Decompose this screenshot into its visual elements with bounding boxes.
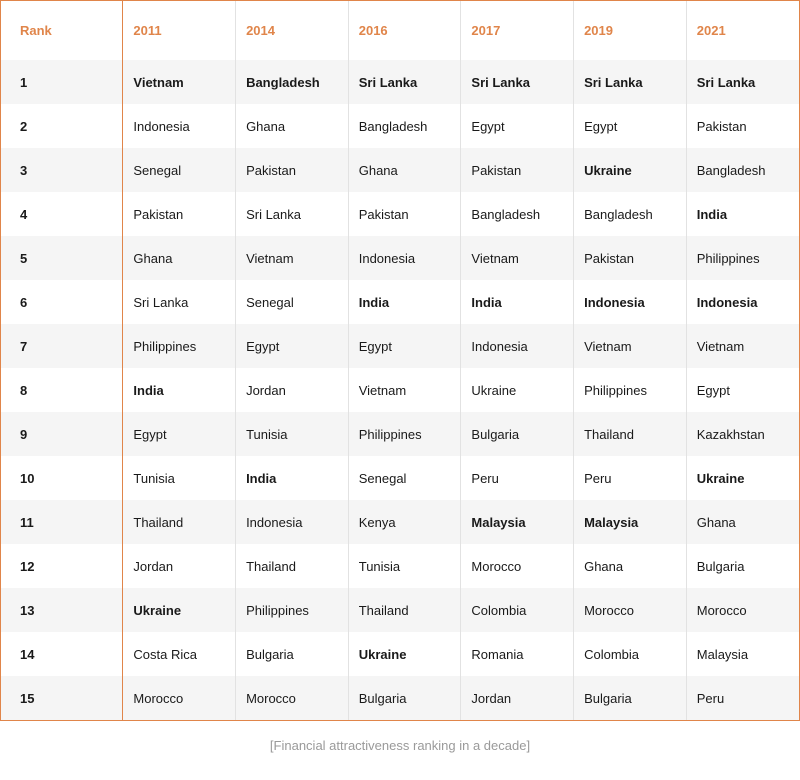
country-cell: Sri Lanka (696, 74, 756, 90)
table-row (1, 632, 799, 676)
country-cell: Thailand (348, 588, 461, 632)
rank-cell: 4 (1, 192, 123, 236)
table-body (1, 60, 799, 720)
header-rank: Rank (1, 1, 123, 60)
ranking-table (1, 1, 799, 720)
country-cell: Morocco (123, 676, 236, 720)
rank-cell: 5 (1, 236, 123, 280)
country-cell: Sri Lanka (236, 192, 349, 236)
country-cell: Pakistan (574, 236, 687, 280)
country-cell: Jordan (123, 544, 236, 588)
country-cell: Vietnam (236, 236, 349, 280)
table-row (1, 676, 799, 720)
rank-cell: 11 (1, 500, 123, 544)
country-cell: Indonesia (696, 294, 758, 310)
country-cell: Philippines (574, 368, 687, 412)
header-year: 2014 (236, 1, 349, 60)
country-cell: Morocco (696, 602, 747, 618)
header-year: 2021 (696, 23, 726, 38)
table-row (1, 192, 799, 236)
country-cell: Bangladesh (348, 104, 461, 148)
country-cell: Peru (461, 456, 574, 500)
table-header-row (1, 1, 799, 60)
country-cell: Jordan (461, 676, 574, 720)
country-cell: Thailand (574, 412, 687, 456)
country-cell: Pakistan (348, 192, 461, 236)
country-cell: Indonesia (574, 280, 687, 324)
country-cell: Indonesia (461, 324, 574, 368)
country-cell: Bangladesh (696, 162, 766, 178)
rank-cell: 10 (1, 456, 123, 500)
country-cell: India (236, 456, 349, 500)
country-cell: Egypt (574, 104, 687, 148)
table-row (1, 148, 799, 192)
table-row (1, 544, 799, 588)
header-year: 2019 (574, 1, 687, 60)
country-cell: Malaysia (461, 500, 574, 544)
country-cell: Costa Rica (123, 632, 236, 676)
country-cell: Philippines (123, 324, 236, 368)
rank-cell: 6 (1, 280, 123, 324)
country-cell: Jordan (236, 368, 349, 412)
country-cell: Indonesia (236, 500, 349, 544)
country-cell: India (696, 206, 728, 222)
country-cell: Tunisia (123, 456, 236, 500)
table-row (1, 588, 799, 632)
country-cell: Morocco (574, 588, 687, 632)
rank-cell: 12 (1, 544, 123, 588)
country-cell: Morocco (236, 676, 349, 720)
rank-cell: 2 (1, 104, 123, 148)
table-row (1, 368, 799, 412)
rank-cell: 1 (1, 60, 123, 104)
country-cell: Philippines (696, 250, 760, 266)
country-cell: Colombia (574, 632, 687, 676)
country-cell: Bulgaria (696, 558, 745, 574)
rank-cell: 9 (1, 412, 123, 456)
country-cell: Egypt (461, 104, 574, 148)
table-row (1, 280, 799, 324)
country-cell: India (461, 280, 574, 324)
country-cell: Indonesia (348, 236, 461, 280)
country-cell: Thailand (123, 500, 236, 544)
country-cell: Ghana (123, 236, 236, 280)
country-cell: Thailand (236, 544, 349, 588)
country-cell: Ghana (574, 544, 687, 588)
country-cell: Ukraine (574, 148, 687, 192)
country-cell: Bangladesh (236, 60, 349, 104)
country-cell: Ukraine (696, 470, 745, 486)
country-cell: Pakistan (236, 148, 349, 192)
rank-cell: 8 (1, 368, 123, 412)
country-cell: Bulgaria (461, 412, 574, 456)
country-cell: Senegal (123, 148, 236, 192)
country-cell: Egypt (236, 324, 349, 368)
table-row (1, 412, 799, 456)
country-cell: Colombia (461, 588, 574, 632)
country-cell: Romania (461, 632, 574, 676)
rank-cell: 13 (1, 588, 123, 632)
country-cell: Ghana (348, 148, 461, 192)
country-cell: Pakistan (461, 148, 574, 192)
country-cell: Bulgaria (574, 676, 687, 720)
header-year: 2017 (461, 1, 574, 60)
country-cell: India (123, 368, 236, 412)
country-cell: Kenya (348, 500, 461, 544)
country-cell: Vietnam (696, 338, 745, 354)
country-cell: Bangladesh (574, 192, 687, 236)
table-row (1, 324, 799, 368)
country-cell: Vietnam (123, 60, 236, 104)
country-cell: Vietnam (348, 368, 461, 412)
country-cell: Pakistan (123, 192, 236, 236)
rank-cell: 7 (1, 324, 123, 368)
country-cell: Sri Lanka (574, 60, 687, 104)
country-cell: Peru (696, 690, 725, 706)
country-cell: Ghana (236, 104, 349, 148)
country-cell: Pakistan (696, 118, 747, 134)
country-cell: Bangladesh (461, 192, 574, 236)
table-caption: [Financial attractiveness ranking in a decade] (269, 738, 531, 753)
country-cell: Egypt (123, 412, 236, 456)
rank-cell: 14 (1, 632, 123, 676)
country-cell: Egypt (348, 324, 461, 368)
country-cell: Tunisia (236, 412, 349, 456)
country-cell: Peru (574, 456, 687, 500)
country-cell: Malaysia (696, 646, 749, 662)
country-cell: Ghana (696, 514, 736, 530)
country-cell: Sri Lanka (123, 280, 236, 324)
country-cell: Bulgaria (236, 632, 349, 676)
country-cell: Vietnam (574, 324, 687, 368)
country-cell: Bulgaria (348, 676, 461, 720)
country-cell: Ukraine (461, 368, 574, 412)
country-cell: Morocco (461, 544, 574, 588)
table-row (1, 456, 799, 500)
country-cell: Malaysia (574, 500, 687, 544)
rank-cell: 15 (1, 676, 123, 720)
country-cell: Indonesia (123, 104, 236, 148)
country-cell: Egypt (696, 382, 730, 398)
country-cell: Philippines (348, 412, 461, 456)
country-cell: Kazakhstan (696, 426, 765, 442)
country-cell: Sri Lanka (461, 60, 574, 104)
table-row (1, 60, 799, 104)
header-year: 2016 (348, 1, 461, 60)
country-cell: Senegal (236, 280, 349, 324)
country-cell: Sri Lanka (348, 60, 461, 104)
country-cell: Tunisia (348, 544, 461, 588)
country-cell: Vietnam (461, 236, 574, 280)
table-row (1, 104, 799, 148)
country-cell: Ukraine (123, 588, 236, 632)
country-cell: Ukraine (348, 632, 461, 676)
table-row (1, 236, 799, 280)
country-cell: Philippines (236, 588, 349, 632)
rank-cell: 3 (1, 148, 123, 192)
country-cell: India (348, 280, 461, 324)
table-row (1, 500, 799, 544)
header-year: 2011 (123, 1, 236, 60)
country-cell: Senegal (348, 456, 461, 500)
